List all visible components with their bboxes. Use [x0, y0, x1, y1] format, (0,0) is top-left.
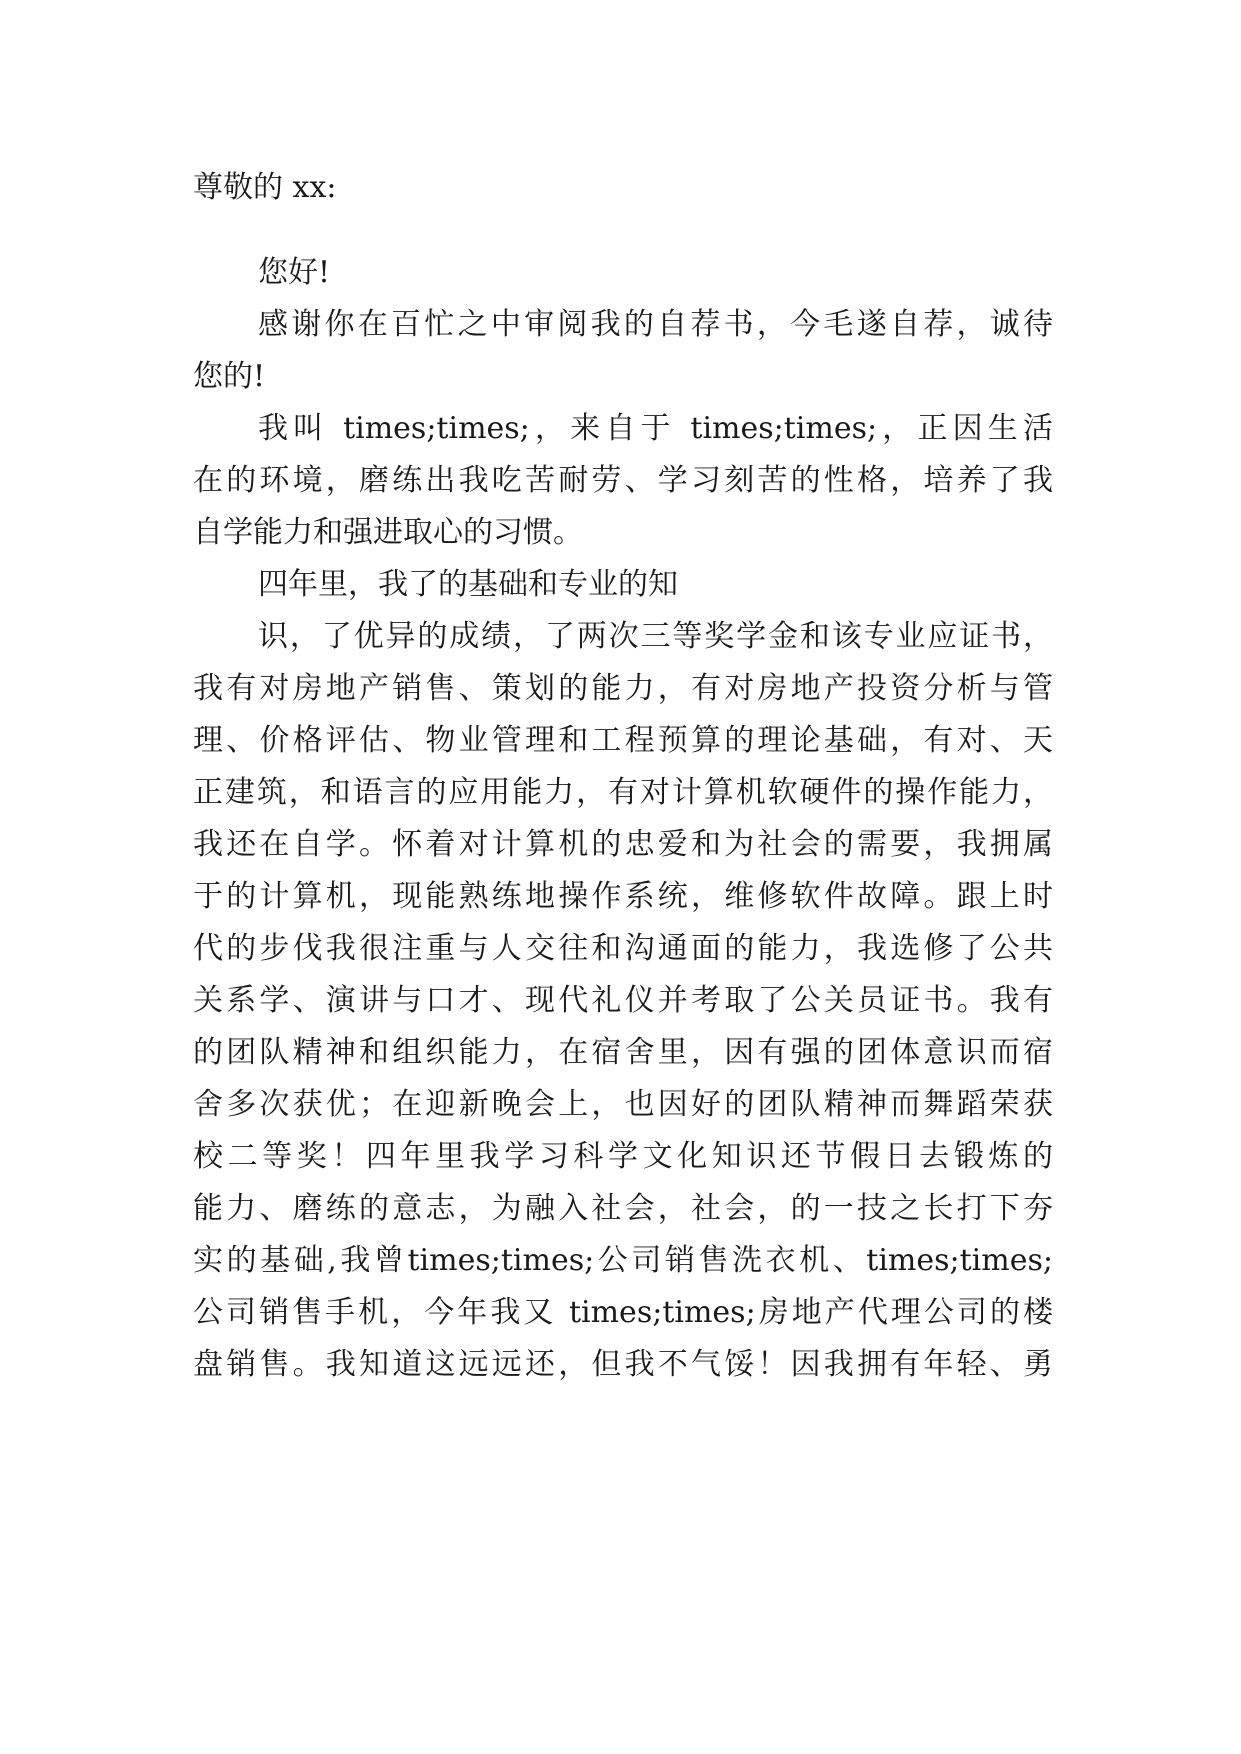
- body-line: 代的步伐我很注重与人交往和沟通面的能力，我选修了公共: [193, 931, 1053, 966]
- body-line: 我有对房地产销售、策划的能力，有对房地产投资分析与管: [193, 671, 1053, 706]
- body-line: 四年里，我了的基础和专业的知: [258, 567, 678, 602]
- body-line: 识，了优异的成绩，了两次三等奖学金和该专业应证书，: [258, 619, 1053, 654]
- body-line: 感谢你在百忙之中审阅我的自荐书，今毛遂自荐，诚待: [258, 307, 1053, 342]
- body-line: 我叫 times;times;，来自于 times;times;，正因生活: [258, 411, 1053, 446]
- body-line: 理、价格评估、物业管理和工程预算的理论基础，有对、天: [193, 723, 1053, 758]
- body-line: 自学能力和强进取心的习惯。: [193, 515, 583, 550]
- greeting-line: 您好!: [258, 255, 331, 290]
- salutation: 尊敬的 xx:: [193, 170, 337, 205]
- body-line: 您的!: [193, 359, 266, 394]
- body-line: 我还在自学。怀着对计算机的忠爱和为社会的需要，我拥属: [193, 827, 1053, 862]
- body-line: 舍多次获优；在迎新晚会上，也因好的团队精神而舞蹈荣获: [193, 1087, 1053, 1122]
- body-line: 盘销售。我知道这远远还，但我不气馁！因我拥有年轻、勇: [193, 1347, 1053, 1382]
- body-line: 能力、磨练的意志，为融入社会，社会，的一技之长打下夯: [193, 1191, 1053, 1226]
- body-line: 关系学、演讲与口才、现代礼仪并考取了公关员证书。我有: [193, 983, 1053, 1018]
- body-line: 在的环境，磨练出我吃苦耐劳、学习刻苦的性格，培养了我: [193, 463, 1053, 498]
- body-line: 正建筑，和语言的应用能力，有对计算机软硬件的操作能力，: [193, 775, 1053, 810]
- body-line: 公司销售手机，今年我又 times;times;房地产代理公司的楼: [193, 1295, 1053, 1330]
- body-line: 于的计算机，现能熟练地操作系统，维修软件故障。跟上时: [193, 879, 1053, 914]
- body-line: 实的基础,我曾times;times;公司销售洗衣机、times;times;: [193, 1243, 1053, 1278]
- body-line: 校二等奖！四年里我学习科学文化知识还节假日去锻炼的: [193, 1139, 1053, 1174]
- body-line: 的团队精神和组织能力，在宿舍里，因有强的团体意识而宿: [193, 1035, 1053, 1070]
